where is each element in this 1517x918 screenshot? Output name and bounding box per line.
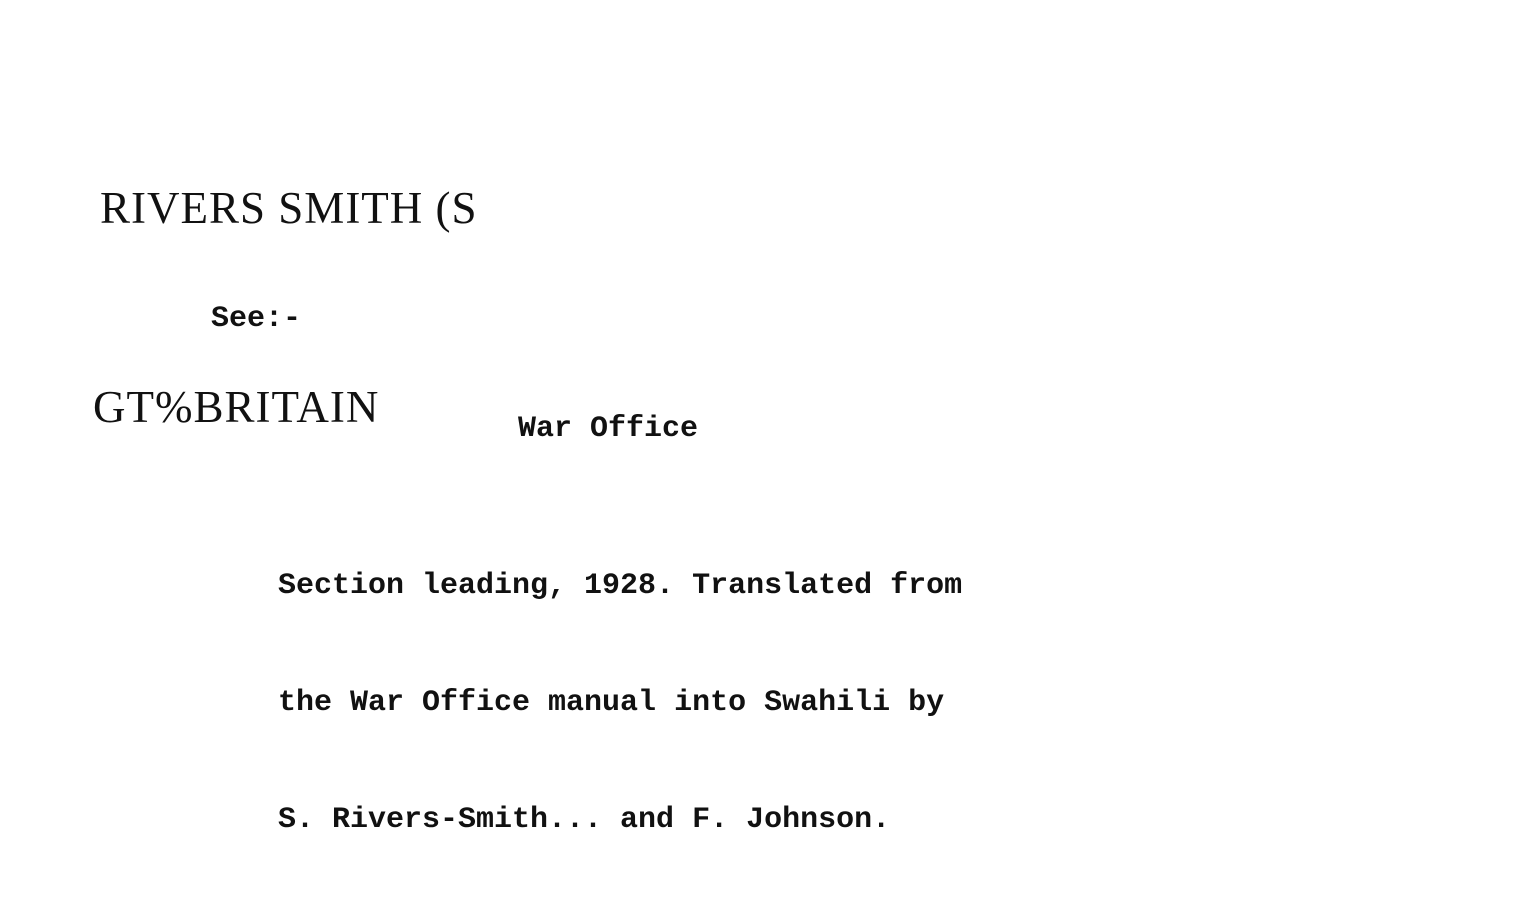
subject-heading: GT%BRITAIN — [93, 382, 380, 432]
card-heading: RIVERS SMITH (S — [100, 183, 478, 233]
see-reference-label: See:- — [211, 302, 302, 336]
entry-line: S. Rivers-Smith... and F. Johnson. — [278, 803, 891, 837]
subject-subheading: War Office — [518, 412, 699, 446]
entry-line: Section leading, 1928. Translated from — [278, 569, 963, 603]
bibliographic-entry — [278, 489, 962, 918]
entry-line: the War Office manual into Swahili by — [278, 686, 945, 720]
